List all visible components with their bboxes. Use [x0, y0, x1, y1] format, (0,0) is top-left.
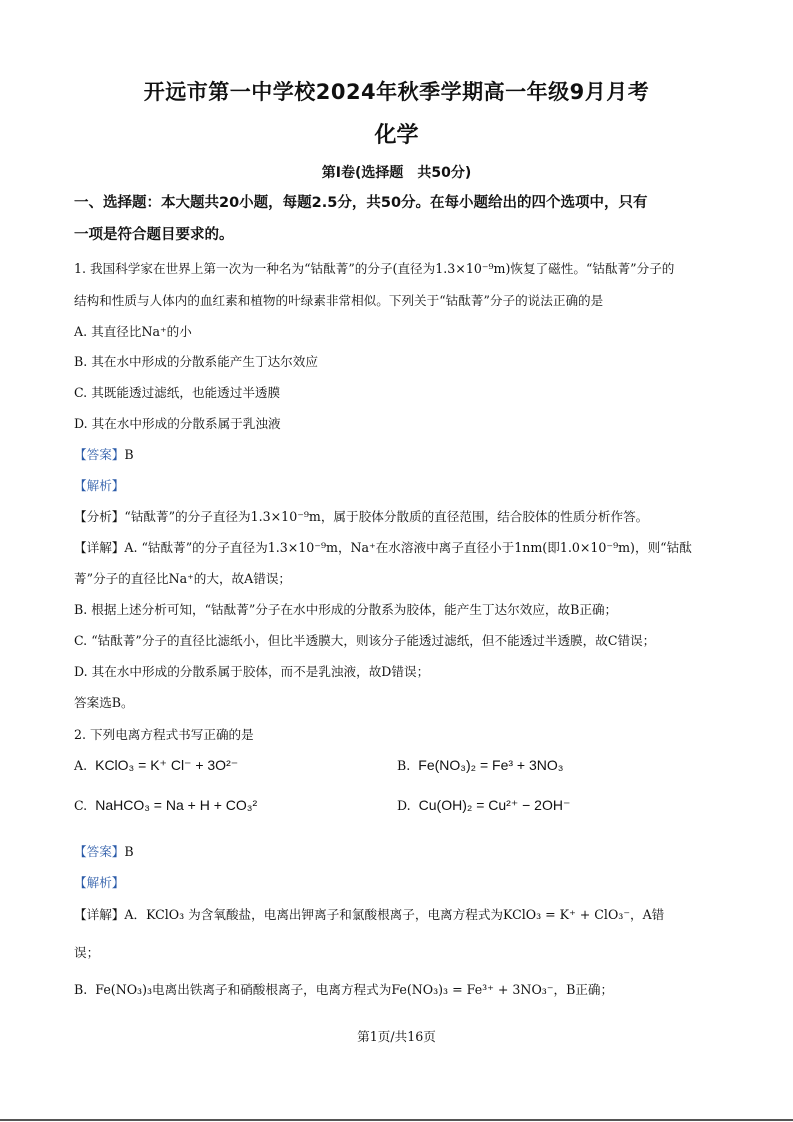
analysis-tag: 【解析】: [74, 478, 125, 493]
q1-answer: [74, 444, 134, 463]
bottom-rule: [0, 1119, 793, 1121]
page-number: 第1页/共16页: [357, 1029, 436, 1044]
part-title: 第I卷(选择题 共50分): [321, 165, 472, 181]
q1-detail-c: C. “钴酞菁”分子的直径比滤纸小，但比半透膜大，则该分子能透过滤纸，但不能透过半透膜，故C错误；: [74, 633, 656, 648]
detail-text: A．KClO₃ 为含氧酸盐，电离出钾离子和氯酸根离子，电离方程式为KClO₃ = K⁺ + ClO₃⁻，A错: [124, 907, 665, 922]
option-formula: Cu(OH)₂ = Cu²⁺ − 2OH⁻: [418, 797, 571, 813]
q2-answer: [74, 841, 134, 860]
q1-detail-d: D. 其在水中形成的分散系属于胶体，而不是乳浊液，故D错误；: [74, 664, 430, 679]
q2-analysis-tag: [74, 872, 124, 891]
option-formula: Fe(NO₃)₂ = Fe³ + 3NO₃: [418, 757, 564, 773]
section-heading-line1: 一、选择题：本大题共20小题，每题2.5分，共50分。在每小题给出的四个选项中，只有: [74, 195, 648, 211]
exam-title: 开远市第一中学校2024年秋季学期高一年级9月月考: [143, 80, 650, 104]
option-label: C.: [74, 798, 88, 813]
q1-option-d: D. 其在水中形成的分散系属于乳浊液: [74, 416, 281, 431]
fenxi-text: “钴酞菁”的分子直径为1.3×10⁻⁹m，属于胶体分散质的直径范围，结合胶体的性质分析作答。: [124, 509, 649, 524]
q2-option-d: [397, 797, 570, 814]
q1-option-a: A. 其直径比Na⁺的小: [74, 324, 192, 339]
option-formula: KClO₃ = K⁺ Cl⁻ + 3O²⁻: [95, 757, 239, 773]
answer-value: B: [124, 447, 134, 462]
option-label: A.: [74, 758, 88, 773]
q1-analysis-tag: [74, 475, 124, 494]
option-formula: NaHCO₃ = Na + H + CO₃²: [95, 797, 258, 813]
q1-option-b: B. 其在水中形成的分散系能产生丁达尔效应: [74, 354, 318, 369]
detail-tag: 【详解】: [74, 540, 125, 555]
q1-conclusion: 答案选B。: [74, 695, 134, 710]
q1-detail-line2: 菁”分子的直径比Na⁺的大，故A错误；: [74, 571, 292, 586]
q2-option-c: [74, 797, 257, 813]
q2-stem: 2. 下列电离方程式书写正确的是: [74, 727, 254, 742]
analysis-tag: 【解析】: [74, 875, 125, 890]
q1-detail-line1: [74, 537, 692, 556]
detail-label: B.: [74, 982, 88, 997]
q2-detail-a1: [74, 904, 664, 923]
q2-option-a: [74, 757, 238, 774]
q1-stem-line1: 1. 我国科学家在世界上第一次为一种名为“钴酞菁”的分子(直径为1.3×10⁻⁹m)恢复了磁性。“钴酞菁”分子的: [74, 261, 675, 276]
q1-option-c: C. 其既能透过滤纸，也能透过半透膜: [74, 385, 281, 400]
q2-option-b: [397, 757, 563, 773]
q1-fenxi: [74, 506, 648, 525]
option-label: B.: [397, 758, 411, 773]
q1-detail-b: B. 根据上述分析可知，“钴酞菁”分子在水中形成的分散系为胶体，能产生丁达尔效应，故B正确；: [74, 602, 618, 617]
q2-detail-a2: 误；: [74, 945, 100, 960]
option-label: D.: [397, 798, 411, 813]
q2-detail-b: [74, 979, 613, 998]
fenxi-tag: 【分析】: [74, 509, 125, 524]
detail-text: Fe(NO₃)₃电离出铁离子和硝酸根离子，电离方程式为Fe(NO₃)₃ = Fe³⁺ + 3NO₃⁻，B正确；: [95, 982, 614, 997]
answer-tag: 【答案】: [74, 447, 125, 462]
detail-tag: 【详解】: [74, 907, 125, 922]
section-heading-line2: 一项是符合题目要求的。: [74, 227, 234, 243]
answer-tag: 【答案】: [74, 844, 125, 859]
answer-value: B: [124, 844, 134, 859]
subject-title: 化学: [374, 123, 419, 148]
detail-text: A. “钴酞菁”的分子直径为1.3×10⁻⁹m，Na⁺在水溶液中离子直径小于1nm(即1.0×10⁻⁹m)，则“钴酞: [124, 540, 692, 555]
q1-stem-line2: 结构和性质与人体内的血红素和植物的叶绿素非常相似。下列关于“钴酞菁”分子的说法正确的是: [74, 293, 604, 308]
